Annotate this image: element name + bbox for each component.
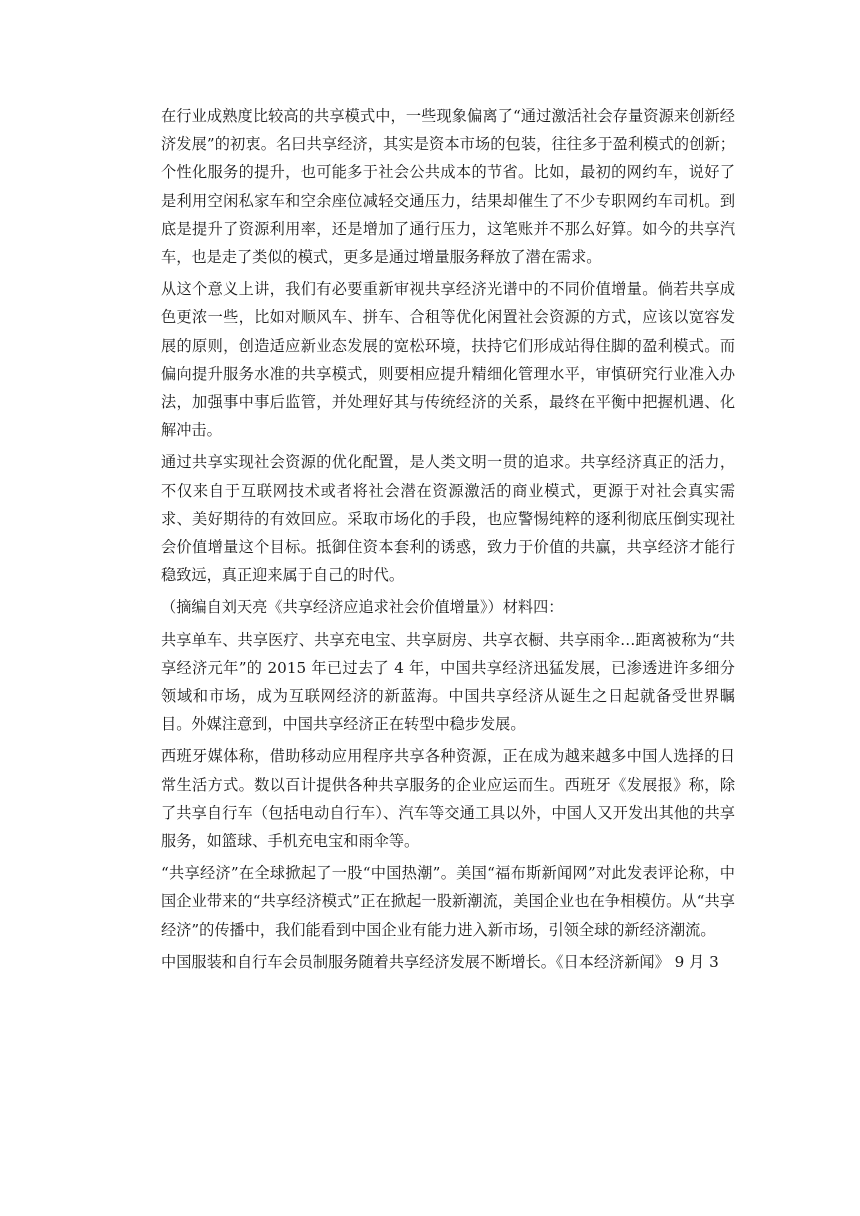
paragraph-value-increment: 从这个意义上讲，我们有必要重新审视共享经济光谱中的不同价值增量。倘若共享成色更浓一些，比如对顺风车、拼车、合租等优化闲置社会资源的方式，应该以宽容发展的原则，创造适应新业态发展的宽松环境，扶持它们形成站得住脚的盈利模式。而偏向提升服务水准的共享模式，则要相应提升精细化管理水平，审慎研究行业准入办法，加强事中事后监管，并处理好其与传统经济的关系，最终在平衡中把握机遇、化解冲击。 <box>161 280 735 440</box>
paragraph-resource-optimization: 通过共享实现社会资源的优化配置，是人类文明一贯的追求。共享经济真正的活力，不仅来自于互联网技术或者将社会潜在资源激活的商业模式，更源于对社会真实需求、美好期待的有效回应。采取市场化的手段，也应警惕纯粹的逐利彻底压倒实现社会价值增量这个目标。抵御住资本套利的诱惑，致力于价值的共赢，共享经济才能行稳致远，真正迎来属于自己的时代。 <box>161 453 735 585</box>
paragraph-sharing-mode-deviation: 在行业成熟度比较高的共享模式中，一些现象偏离了“通过激活社会存量资源来创新经济发展”的初衷。名曰共享经济，其实是资本市场的包装，往往多于盈利模式的创新；个性化服务的提升，也可能多于社会公共成本的节省。比如，最初的网约车，说好了是利用空闲私家车和空余座位减轻交通压力，结果却催生了不少专职网约车司机。到底是提升了资源利用率，还是增加了通行压力，这笔账并不那么好算。如今的共享汽车，也是走了类似的模式，更多是通过增量服务释放了潜在需求。 <box>161 107 735 267</box>
paragraph-membership-services: 中国服装和自行车会员制服务随着共享经济发展不断增长。《日本经济新闻》 9 月 3 <box>161 952 719 971</box>
paragraph-source-citation: （摘编自刘天亮《共享经济应追求社会价值增量》）材料四： <box>161 598 564 617</box>
document-page <box>161 102 735 980</box>
paragraph-china-wave: “共享经济”在全球掀起了一股“中国热潮”。美国“福布斯新闻网”对此发表评论称，中国企业带来的“共享经济模式”正在掀起一股新潮流，美国企业也在争相模仿。从“共享经济”的传播中，我们能看到中国企业有能力进入新市场，引领全球的新经济潮流。 <box>161 864 735 939</box>
paragraph-sharing-economy-growth: 共享单车、共享医疗、共享充电宝、共享厨房、共享衣橱、共享雨伞…距离被称为“共享经济元年”的 2015 年已过去了 4 年，中国共享经济迅猛发展，已渗透进许多细分领域和市场，成为互联网经济的新蓝海。中国共享经济从诞生之日起就备受世界瞩目。外媒注意到，中国共享经济正在转型中稳步发展。 <box>161 630 735 734</box>
paragraph-spanish-media: 西班牙媒体称，借助移动应用程序共享各种资源，正在成为越来越多中国人选择的日常生活方式。数以百计提供各种共享服务的企业应运而生。西班牙《发展报》称，除了共享自行车（包括电动自行车）、汽车等交通工具以外，中国人又开发出其他的共享服务，如篮球、手机充电宝和雨伞等。 <box>161 747 735 851</box>
